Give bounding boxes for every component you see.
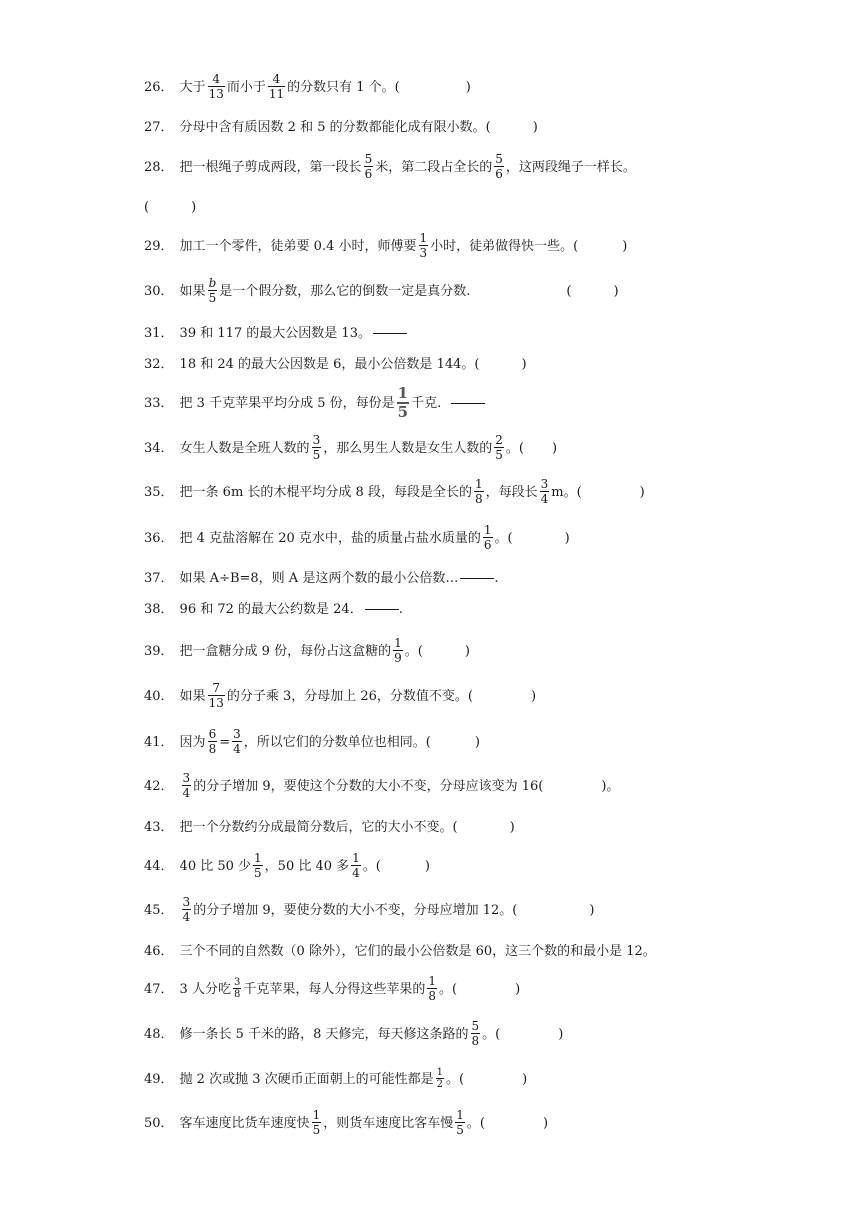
numerator: 4 [212, 72, 221, 87]
question-text: 40 比 50 少 [179, 858, 252, 874]
question-33 [144, 383, 840, 421]
fraction [182, 896, 192, 923]
question-text: ，所以它们的分数单位也相同。( [243, 734, 431, 750]
fraction [351, 852, 361, 879]
question-number: 43． [144, 819, 174, 835]
denominator: 13 [208, 696, 224, 710]
question-number: 32． [144, 356, 174, 372]
denominator: 4 [182, 786, 191, 800]
fraction [427, 975, 437, 1002]
question-39 [144, 636, 840, 666]
question-text: 。( [446, 1071, 465, 1087]
numerator: 1 [474, 477, 483, 492]
numerator: 3 [233, 727, 241, 742]
question-text: 的分数只有 1 个。( [287, 79, 400, 95]
numerator: 1 [456, 1108, 464, 1123]
question-number: 50． [144, 1115, 174, 1131]
question-text: 3 人分吃 [179, 981, 231, 997]
question-text: 把一个分数约分成最简分数后，它的大小不变。( [179, 819, 458, 835]
denominator: 5 [397, 402, 409, 421]
close-paren: ) [464, 643, 470, 659]
question-text: ，每段长 [485, 484, 538, 500]
question-text: 把一盒糖分成 9 份，每份占这盒糖的 [179, 643, 392, 659]
question-text: 大于 [179, 79, 206, 95]
question-text: 的分子乘 3，分母加上 26，分数值不变。( [226, 688, 473, 704]
numerator: 1 [312, 1108, 321, 1123]
question-30 [144, 276, 840, 306]
question-text: . [494, 570, 499, 586]
denominator: 8 [428, 989, 436, 1003]
question-38 [144, 594, 840, 624]
question-number: 38． [144, 601, 174, 617]
question-text: 三个不同的自然数（0 除外），它们的最小公倍数是 60，这三个数的和最小是 12。 [179, 943, 656, 959]
numerator: 1 [428, 974, 436, 989]
close-paren: ) [522, 1071, 528, 1087]
numerator: 1 [397, 383, 409, 402]
question-text: 把一根绳子剪成两段，第一段长 [179, 159, 362, 175]
question-36 [144, 523, 840, 553]
close-paren: ) [589, 902, 595, 918]
denominator: 4 [352, 866, 360, 880]
question-49 [144, 1064, 840, 1094]
question-41 [144, 727, 840, 757]
question-number: 36． [144, 530, 174, 546]
question-text: m。( [551, 484, 582, 500]
numerator: 5 [364, 152, 373, 167]
denominator: 13 [208, 87, 224, 101]
question-29 [144, 231, 840, 261]
question-27 [144, 112, 840, 142]
equals-sign: = [219, 734, 231, 750]
answer-blank[interactable] [365, 608, 399, 610]
question-number: 26． [144, 79, 174, 95]
question-text: 39 和 117 的最大公因数是 13。 [179, 325, 371, 341]
question-text: 如果 [179, 688, 206, 704]
question-number: 49． [144, 1071, 174, 1087]
fraction [419, 232, 429, 259]
numerator: 3 [182, 895, 191, 910]
answer-blank[interactable] [460, 577, 494, 579]
open-paren: ( [144, 199, 150, 215]
question-number: 35． [144, 484, 174, 500]
question-48 [144, 1019, 840, 1049]
close-paren: ) [542, 1115, 549, 1131]
numerator: 6 [208, 727, 217, 742]
close-paren: ) [509, 819, 515, 835]
question-text: 。( [404, 643, 423, 659]
fraction [232, 728, 242, 755]
question-number: 29． [144, 238, 174, 254]
question-26 [144, 72, 840, 102]
question-text: 把 3 千克苹果平均分成 5 份，每份是 [179, 395, 395, 411]
fraction [208, 73, 225, 100]
denominator: 8 [233, 989, 241, 1000]
question-number: 42． [144, 778, 174, 794]
denominator: 4 [540, 492, 549, 506]
fraction [208, 277, 218, 304]
question-45 [144, 895, 840, 925]
denominator: 5 [208, 291, 217, 305]
denominator: 5 [254, 866, 262, 880]
numerator: 3 [540, 477, 549, 492]
answer-blank[interactable] [373, 332, 407, 334]
denominator: 9 [394, 651, 402, 665]
question-number: 27． [144, 119, 174, 135]
numerator: 5 [495, 152, 503, 167]
question-text: 。( [494, 530, 513, 546]
close-paren: ) [613, 283, 619, 299]
question-text: 修一条长 5 千米的路，8 天修完，每天修这条路的 [179, 1026, 469, 1042]
fraction [312, 1109, 322, 1136]
question-text: 。( [438, 981, 458, 997]
question-text: ，那么男生人数是女生人数的 [323, 440, 493, 456]
question-text: 的分子增加 9，要使这个分数的大小不变，分母应该变为 16( [193, 778, 544, 794]
question-text: 18 和 24 的最大公因数是 6，最小公倍数是 144。( [179, 356, 480, 372]
numerator: 1 [436, 1066, 443, 1078]
close-paren: ) [639, 484, 645, 500]
question-28 [144, 152, 840, 182]
close-paren: ) [564, 530, 570, 546]
close-paren: ) [551, 440, 558, 456]
question-number: 28． [144, 159, 174, 175]
denominator: 2 [436, 1079, 443, 1090]
fraction [494, 153, 504, 180]
close-paren: ) [465, 79, 471, 95]
close-paren: ) [191, 199, 197, 215]
close-paren: ) [474, 734, 480, 750]
question-number: 37． [144, 570, 174, 586]
fraction [182, 772, 192, 799]
question-number: 48． [144, 1026, 174, 1042]
close-paren: ) [515, 981, 521, 997]
question-number: 31． [144, 325, 174, 341]
numerator: 1 [352, 851, 360, 866]
fraction [364, 153, 374, 180]
denominator: 3 [419, 246, 428, 260]
question-text: 加工一个零件，徒弟要 0.4 小时，师傅要 [179, 238, 417, 254]
denominator: 11 [268, 87, 285, 101]
denominator: 5 [495, 448, 503, 462]
fraction [312, 434, 322, 461]
question-47 [144, 974, 840, 1004]
fraction [471, 1020, 481, 1047]
question-number: 41． [144, 734, 174, 750]
question-number: 30． [144, 283, 174, 299]
question-number: 39． [144, 643, 174, 659]
denominator: 8 [474, 492, 483, 506]
denominator: 8 [208, 742, 217, 756]
question-44 [144, 851, 840, 881]
answer-blank[interactable] [451, 402, 485, 404]
fraction [540, 478, 550, 505]
question-text: ，则货车速度比客车慢 [323, 1115, 454, 1131]
question-31 [144, 318, 840, 348]
question-text: 的分子增加 9，要使分数的大小不变，分母应增加 12。( [193, 902, 518, 918]
fraction [233, 978, 241, 1001]
numerator: b [208, 276, 217, 291]
close-paren: ) [558, 1026, 564, 1042]
question-35 [144, 477, 840, 507]
question-37 [144, 563, 840, 593]
numerator: 1 [419, 231, 428, 246]
denominator: 4 [182, 910, 191, 924]
fraction [436, 1068, 444, 1091]
denominator: 4 [233, 742, 241, 756]
question-text: 。( [482, 1026, 501, 1042]
question-number: 44． [144, 858, 174, 874]
question-number: 34． [144, 440, 174, 456]
denominator: 6 [495, 167, 503, 181]
fraction [253, 852, 263, 879]
numerator: 7 [212, 681, 221, 696]
close-paren: )。 [601, 778, 620, 794]
fraction [455, 1109, 465, 1136]
fraction [208, 682, 225, 709]
question-text: 。( [466, 1115, 485, 1131]
question-text: ，这两段绳子一样长。 [505, 159, 636, 175]
question-text: 把 4 克盐溶解在 20 克水中，盐的质量占盐水质量的 [179, 530, 481, 546]
question-text: 。( [362, 858, 381, 874]
numerator: 3 [182, 771, 191, 786]
close-paren: ) [531, 688, 537, 704]
numerator: 1 [254, 851, 262, 866]
close-paren: ) [424, 858, 430, 874]
question-text: 抛 2 次或抛 3 次硬币正面朝上的可能性都是 [179, 1071, 434, 1087]
question-text: 米，第二段占全长的 [375, 159, 493, 175]
denominator: 5 [456, 1123, 464, 1137]
question-text: 分母中含有质因数 2 和 5 的分数都能化成有限小数。( [179, 119, 491, 135]
close-paren: ) [521, 356, 527, 372]
fraction [397, 383, 409, 421]
denominator: 8 [471, 1034, 480, 1048]
numerator: 1 [483, 523, 492, 538]
question-text: 客车速度比货车速度快 [179, 1115, 310, 1131]
numerator: 3 [233, 976, 241, 988]
question-46 [144, 936, 840, 966]
denominator: 6 [483, 538, 492, 552]
open-paren: ( [566, 283, 572, 299]
question-32 [144, 349, 840, 379]
question-text: 如果 A÷B=8，则 A 是这两个数的最小公倍数… [179, 570, 459, 586]
question-number: 46． [144, 943, 174, 959]
close-paren: ) [532, 119, 538, 135]
question-number: 40． [144, 688, 174, 704]
question-text: 小时，徒弟做得快一些。( [430, 238, 579, 254]
question-text: . [398, 601, 403, 617]
fraction [494, 434, 504, 461]
denominator: 5 [312, 448, 321, 462]
denominator: 5 [312, 1123, 321, 1137]
question-text: 。( [505, 440, 524, 456]
fraction [268, 73, 285, 100]
question-34 [144, 433, 840, 463]
question-number: 33． [144, 395, 174, 411]
question-number: 45． [144, 902, 174, 918]
fraction [474, 478, 484, 505]
question-text: 如果 [179, 283, 206, 299]
numerator: 5 [471, 1019, 480, 1034]
denominator: 6 [364, 167, 373, 181]
numerator: 4 [272, 72, 281, 87]
question-text: 把一条 6m 长的木棍平均分成 8 段，每段是全长的 [179, 484, 472, 500]
question-text: 女生人数是全班人数的 [179, 440, 310, 456]
question-text: 而小于 [226, 79, 266, 95]
question-text: 因为 [179, 734, 206, 750]
fraction [483, 524, 493, 551]
question-42 [144, 771, 840, 801]
question-40 [144, 681, 840, 711]
question-50 [144, 1108, 840, 1138]
question-text: 千克苹果，每人分得这些苹果的 [243, 981, 426, 997]
fraction [208, 728, 218, 755]
fraction [393, 637, 403, 664]
question-number: 47． [144, 981, 174, 997]
numerator: 2 [495, 433, 503, 448]
question-text: ，50 比 40 多 [264, 858, 350, 874]
question-text: 是一个假分数，那么它的倒数一定是真分数. [219, 283, 471, 299]
numerator: 3 [312, 433, 321, 448]
question-28-answer-line [144, 192, 840, 222]
question-text: 千克. [411, 395, 442, 411]
question-43 [144, 812, 840, 842]
numerator: 1 [394, 636, 402, 651]
question-text: 96 和 72 的最大公约数是 24． [179, 601, 363, 617]
close-paren: ) [622, 238, 628, 254]
